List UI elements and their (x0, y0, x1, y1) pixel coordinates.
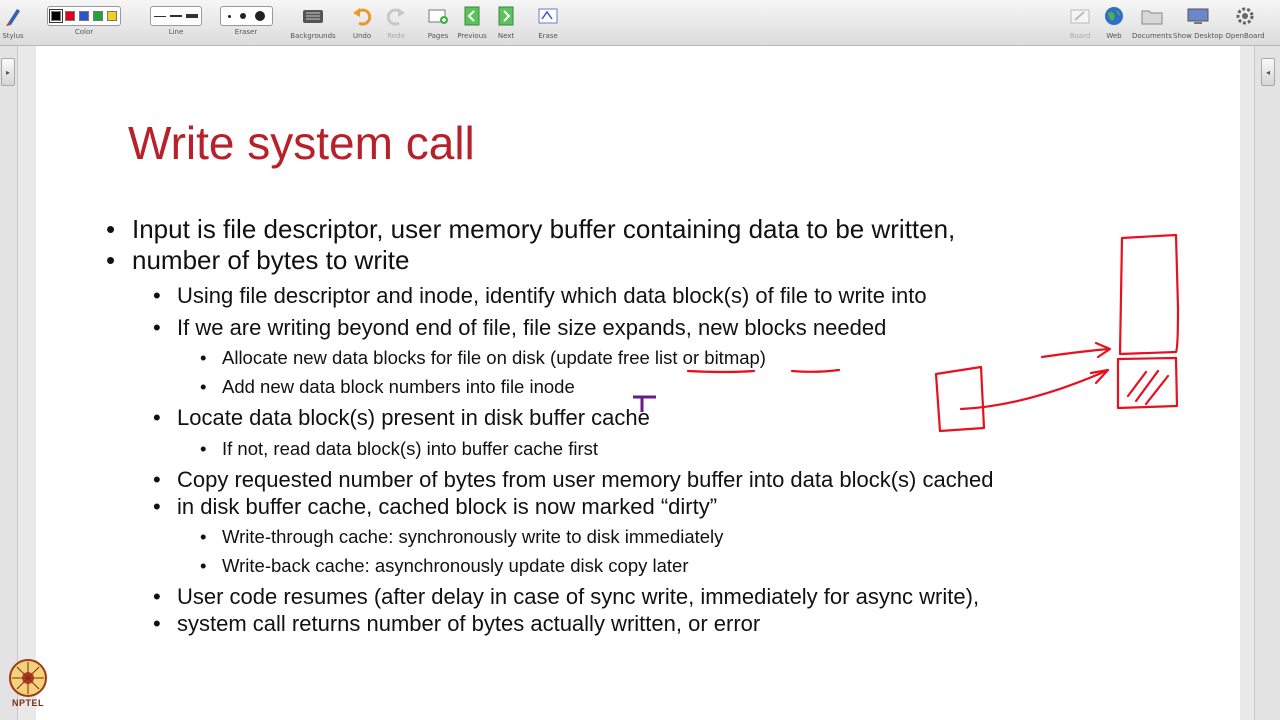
bullet-1-4: • Copy requested number of bytes from user memory buffer into data block(s) cached (177, 467, 993, 493)
color-palette[interactable] (47, 6, 121, 26)
redo-button[interactable]: Redo (382, 2, 410, 44)
color-swatch[interactable] (107, 11, 117, 21)
color-swatch[interactable] (51, 11, 61, 21)
web-button[interactable]: Web (1100, 2, 1128, 44)
large-eraser-option[interactable] (255, 11, 265, 21)
documents-button[interactable]: Documents (1132, 2, 1172, 44)
monitor-icon (1186, 6, 1210, 26)
next-page-icon (496, 5, 516, 27)
right-panel-edge (1254, 46, 1280, 720)
color-swatch[interactable] (93, 11, 103, 21)
openboard-button[interactable]: OpenBoard (1226, 2, 1264, 44)
bullet-1-5: • User code resumes (after delay in case of sync write, immediately for async write), (177, 584, 979, 610)
bullet-1-4-2: • Write-back cache: asynchronously update disk copy later (222, 555, 689, 577)
color-swatch[interactable] (79, 11, 89, 21)
globe-icon (1103, 5, 1125, 27)
bullet-1-3: • Locate data block(s) present in disk buffer cache (177, 405, 650, 431)
thin-line-option[interactable] (154, 16, 166, 17)
folder-icon (1140, 6, 1164, 26)
ink-inode-box (936, 367, 984, 431)
bullet-1-1: • Using file descriptor and inode, identify which data block(s) of file to write into (177, 283, 927, 309)
medium-eraser-option[interactable] (240, 13, 246, 19)
nptel-logo (4, 658, 52, 716)
underline-bitmap (792, 370, 839, 372)
right-panel-toggle[interactable]: ◂ (1261, 58, 1275, 86)
bullet-1-2-2: • Add new data block numbers into file inode (222, 376, 575, 398)
ink-hatch (1128, 371, 1168, 404)
medium-line-option[interactable] (170, 15, 182, 17)
slide-canvas[interactable] (36, 46, 1240, 720)
color-swatch[interactable] (65, 11, 75, 21)
pages-icon (427, 6, 449, 26)
line-width[interactable] (150, 6, 202, 26)
stylus-tool[interactable]: Stylus (2, 2, 24, 44)
erase-button[interactable]: Erase (534, 2, 562, 44)
previous-button[interactable]: Previous (456, 2, 488, 44)
left-panel-edge (0, 46, 18, 720)
line-tool[interactable]: Line (146, 2, 206, 44)
bullet-1-4-1: • Write-through cache: synchronously write to disk immediately (222, 526, 723, 548)
bullet-1-3-1: • If not, read data block(s) into buffer cache first (222, 438, 598, 460)
previous-page-icon (462, 5, 482, 27)
next-button[interactable]: Next (492, 2, 520, 44)
board-icon (1069, 6, 1091, 26)
backgrounds-icon (302, 7, 324, 25)
pages-button[interactable]: Pages (424, 2, 452, 44)
bullet-1-5-cont: • system call returns number of bytes actually written, or error (177, 611, 760, 637)
undo-button[interactable]: Undo (348, 2, 376, 44)
erase-page-icon (537, 6, 559, 26)
color-tool[interactable]: Color (34, 2, 134, 44)
slide-title: Write system call (128, 117, 475, 169)
pen-cursor (633, 397, 656, 412)
eraser-size[interactable] (220, 6, 273, 26)
bullet-1-cont: • number of bytes to write (132, 245, 409, 276)
bullet-1-4-cont: • in disk buffer cache, cached block is now marked “dirty” (177, 494, 717, 520)
ink-data-block-tall (1120, 235, 1178, 354)
toolbar (0, 0, 1280, 46)
redo-icon (385, 6, 407, 26)
ink-annotations (36, 46, 1240, 720)
thick-line-option[interactable] (186, 14, 198, 18)
small-eraser-option[interactable] (228, 15, 231, 18)
undo-icon (351, 6, 373, 26)
bullet-1-2: • If we are writing beyond end of file, file size expands, new blocks needed (177, 315, 886, 341)
nptel-logo-text: NPTEL (11, 698, 44, 708)
underline-free-list (688, 371, 754, 372)
gear-icon (1234, 5, 1256, 27)
board-button[interactable]: Board (1066, 2, 1094, 44)
show-desktop-button[interactable]: Show Desktop (1174, 2, 1222, 44)
stylus-icon (4, 6, 22, 26)
nptel-emblem-icon (8, 658, 48, 698)
left-panel-toggle[interactable]: ▸ (1, 58, 15, 86)
backgrounds-tool[interactable]: Backgrounds (290, 2, 336, 44)
bullet-1-2-1: • Allocate new data blocks for file on disk (update free list or bitmap) (222, 347, 766, 369)
eraser-tool[interactable]: Eraser (216, 2, 276, 44)
bullet-1: • Input is file descriptor, user memory buffer containing data to be written, (132, 214, 955, 245)
